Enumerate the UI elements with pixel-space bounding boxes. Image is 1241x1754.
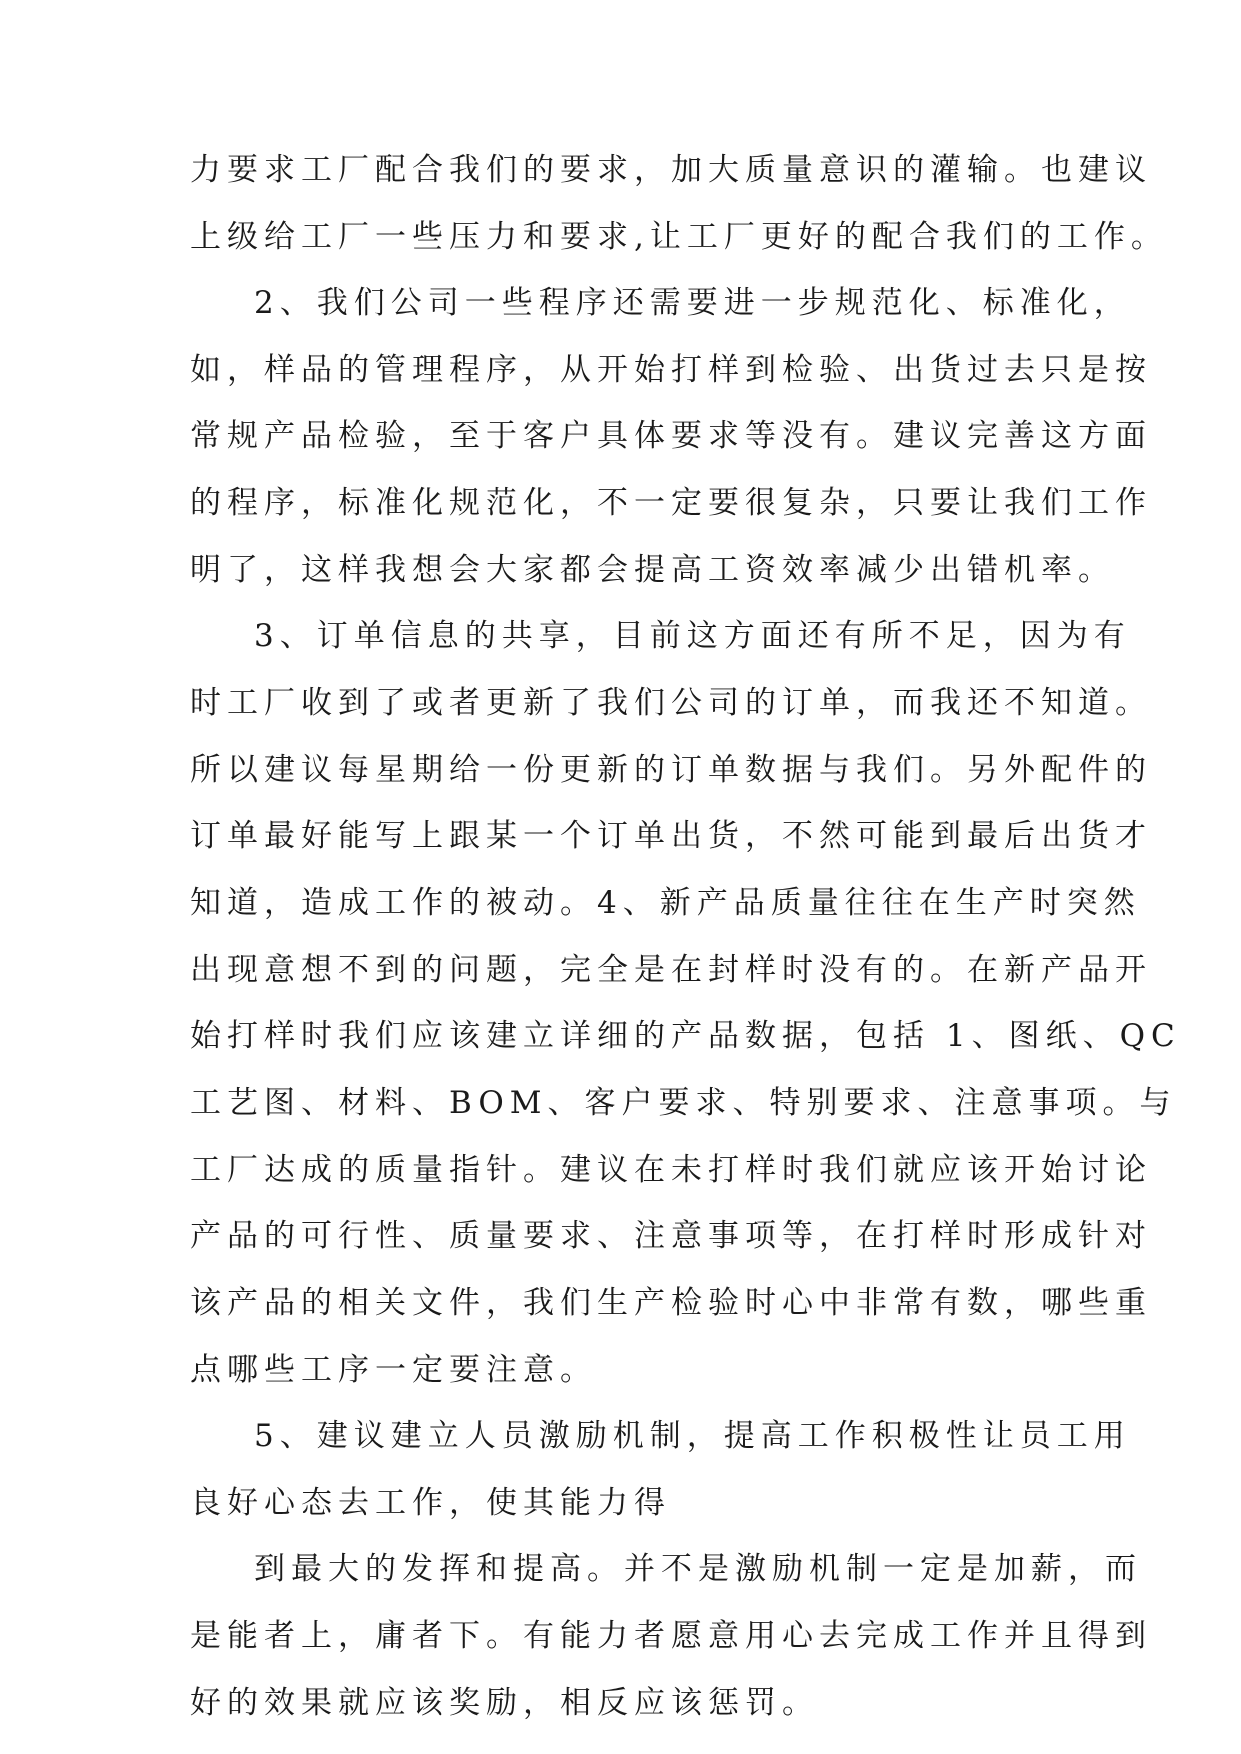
- text-line: 工厂达成的质量指针。建议在未打样时我们就应该开始讨论: [190, 1152, 1152, 1188]
- text-line: 工艺图、材料、BOM、客户要求、特别要求、注意事项。与: [190, 1085, 1177, 1121]
- text-line: 力要求工厂配合我们的要求，加大质量意识的灌输。也建议: [190, 152, 1152, 188]
- text-line: 2、我们公司一些程序还需要进一步规范化、标准化，: [254, 285, 1131, 321]
- text-line: 5、建议建立人员激励机制，提高工作积极性让员工用: [254, 1418, 1131, 1454]
- text-line: 是能者上，庸者下。有能力者愿意用心去完成工作并且得到: [190, 1618, 1152, 1654]
- text-line: 如，样品的管理程序，从开始打样到检验、出货过去只是按: [190, 352, 1152, 388]
- text-line: 该产品的相关文件，我们生产检验时心中非常有数，哪些重: [190, 1285, 1152, 1321]
- text-line: 产品的可行性、质量要求、注意事项等，在打样时形成针对: [190, 1218, 1152, 1254]
- text-line: 点哪些工序一定要注意。: [190, 1352, 597, 1388]
- text-line: 上级给工厂一些压力和要求,让工厂更好的配合我们的工作。: [190, 219, 1168, 255]
- text-line: 所以建议每星期给一份更新的订单数据与我们。另外配件的: [190, 752, 1152, 788]
- text-line: 的程序，标准化规范化，不一定要很复杂，只要让我们工作: [190, 485, 1152, 521]
- text-line: 始打样时我们应该建立详细的产品数据，包括 1、图纸、QC: [190, 1018, 1181, 1054]
- text-line: 好的效果就应该奖励，相反应该惩罚。: [190, 1685, 819, 1721]
- text-line: 订单最好能写上跟某一个订单出货，不然可能到最后出货才: [190, 818, 1152, 854]
- text-line: 出现意想不到的问题，完全是在封样时没有的。在新产品开: [190, 952, 1152, 988]
- text-line: 3、订单信息的共享，目前这方面还有所不足，因为有: [254, 618, 1131, 654]
- text-line: 到最大的发挥和提高。并不是激励机制一定是加薪，而: [254, 1551, 1142, 1587]
- text-line: 良好心态去工作，使其能力得: [190, 1485, 671, 1521]
- text-line: 常规产品检验，至于客户具体要求等没有。建议完善这方面: [190, 418, 1152, 454]
- text-line: 时工厂收到了或者更新了我们公司的订单，而我还不知道。: [190, 685, 1152, 721]
- text-line: 明了，这样我想会大家都会提高工资效率减少出错机率。: [190, 552, 1115, 588]
- text-line: 知道，造成工作的被动。4、新产品质量往往在生产时突然: [190, 885, 1141, 921]
